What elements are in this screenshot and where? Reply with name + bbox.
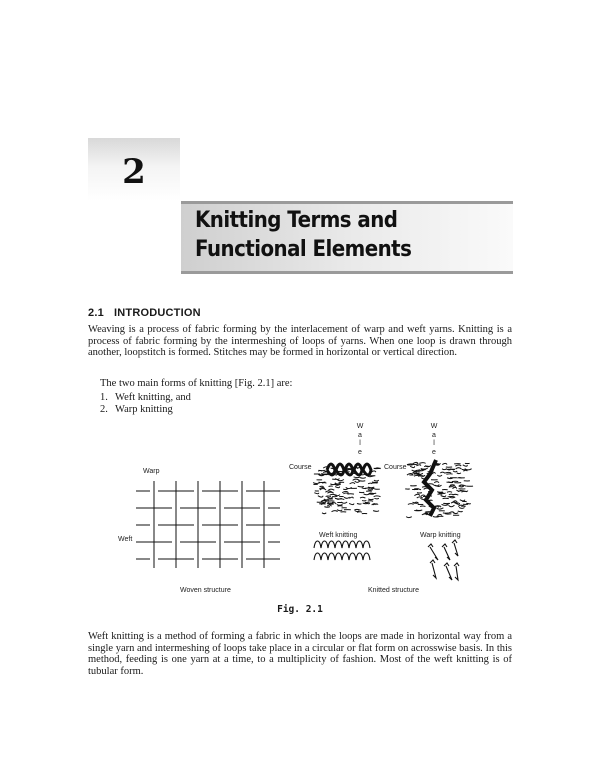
section-number: 2.1 [88,307,104,319]
knit-course [314,553,370,560]
chapter-number-box [88,138,180,201]
weft-knit-sample [313,464,381,514]
intro-paragraph: Weaving is a process of fabric forming by the interlacement of warp and weft yarns. Knitting is a process of fabric forming by the intermeshing of loops of yarns. When one loop is drawn through another, loopstitch is formed. Stitches may be formed in horizontal or vertical direction. [88,324,512,359]
woven-structure-diagram [136,481,280,568]
warp-knit-sample [405,460,473,518]
warp-loop [428,544,438,560]
title-rule-bottom [181,271,513,274]
section-title: INTRODUCTION [114,307,201,319]
course-label-right: Course [384,464,407,471]
woven-structure-label: Woven structure [180,587,231,594]
warp-knitting-loops [428,540,459,580]
weft-knitting-label: Weft knitting [319,532,358,539]
warp-loop [452,540,458,556]
list-item: 1. Weft knitting, and [100,392,191,403]
chapter-title: Knitting Terms and Functional Elements [195,208,412,262]
weft-knitting-loops [314,541,370,560]
figure-caption: Fig. 2.1 [277,604,323,615]
warp-loop [444,563,452,580]
knit-course [314,541,370,548]
warp-knitting-label: Warp knitting [420,532,461,539]
knitted-structure-label: Knitted structure [368,587,419,594]
knitting-forms-list [100,392,191,416]
weft-label: Weft [118,536,133,543]
warp-loop [442,544,450,560]
wale-label-left: W a l e [356,423,364,456]
chapter-number: 2 [122,152,146,192]
weft-knitting-paragraph: Weft knitting is a method of forming a fabric in which the loops are made in horizontal way from a single yarn and intermeshing of loops take place in a circular or flat form on acrosswise basis. In this method, feeding is one yarn at a time, to a multiplicity of fashion. Most of the weft knitting is of tubular form. [88,631,512,677]
warp-loop [454,563,459,580]
section-heading [88,307,201,319]
forms-lead-paragraph: The two main forms of knitting [Fig. 2.1] are: [100,378,293,389]
warp-label: Warp [143,468,160,475]
course-label-left: Course [289,464,312,471]
list-item: 2. Warp knitting [100,404,173,415]
wale-label-right: W a l e [430,423,438,456]
warp-loop [430,560,436,578]
